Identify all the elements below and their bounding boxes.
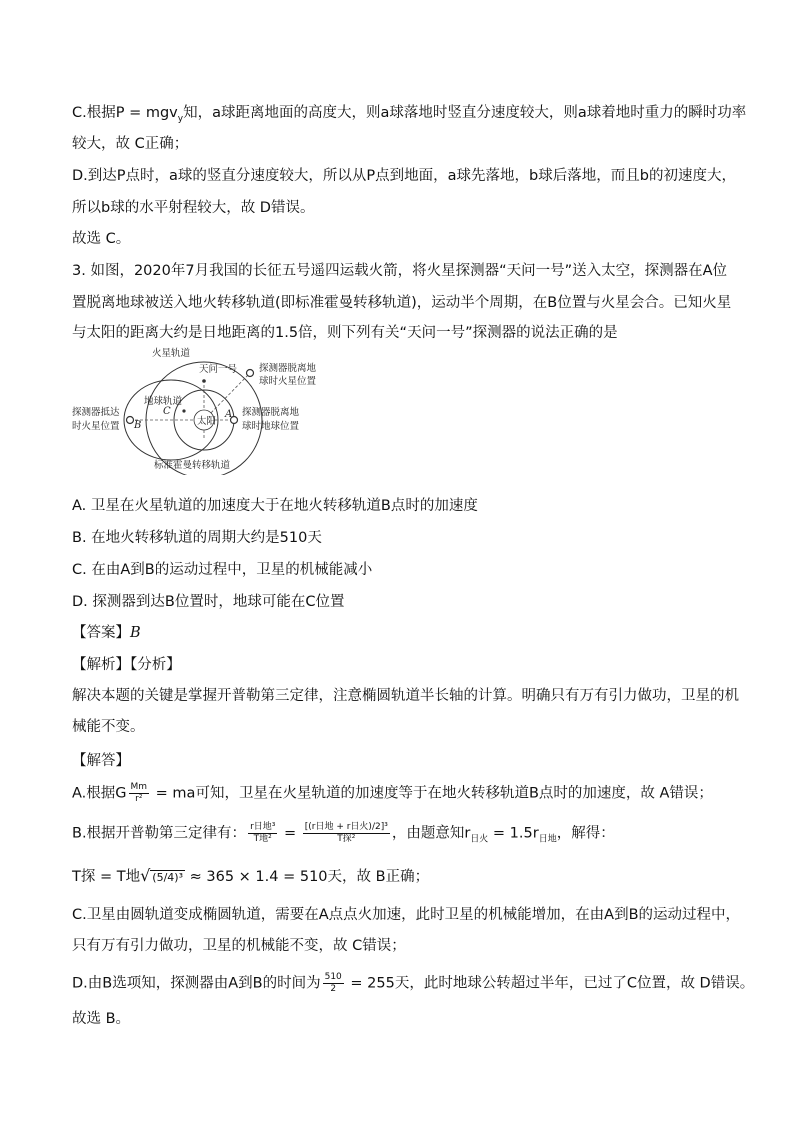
solution-choice: 故选 B。 (72, 1011, 131, 1027)
detach-mars-label-1: 探测器脱离地 (259, 363, 317, 374)
letter-b: B (134, 420, 142, 431)
arrive-label-1: 探测器抵达 (72, 407, 120, 418)
option-d: D. 探测器到达B位置时，地球可能在C位置 (72, 594, 345, 610)
option-a: A. 卫星在火星轨道的加速度大于在地火转移轨道B点时的加速度 (72, 498, 478, 514)
solution-c-line2: 只有万有引力做功，卫星的机械能不变，故 C错误； (72, 938, 406, 954)
point-c (182, 409, 185, 412)
option-b: B. 在地火转移轨道的周期大约是510天 (72, 530, 322, 546)
mars-orbit-label: 火星轨道 (152, 348, 191, 359)
d-fraction: $\frac{510}{2}$ (324, 972, 342, 994)
solution-b: B.根据开普勒第三定律有： $\frac{\text{r日地³}}{\text{T地²}}$ = $\frac{\text{[(r日地 + r日火)/2]³}}{\text{T探²}}$ ，由题意知$r_{日火} = 1.5r_{日地}$，解得： (72, 822, 615, 845)
b-fraction-1: $\frac{\text{r日地³}}{\text{T地²}}$ (250, 822, 276, 844)
point-tianwen (202, 379, 206, 383)
point-b-mars (127, 417, 134, 424)
hohmann-label: 标准霍曼转移轨道 (154, 460, 231, 471)
letter-a: A (225, 409, 233, 420)
prev-solution-c-line2: 较大，故 C正确； (72, 136, 189, 152)
question-line-1: 3. 如图，2020年7月我国的长征五号遥四运载火箭，将火星探测器“天问一号”送入太空，探测器在A位 (72, 263, 728, 279)
analysis-line-2: 械能不变。 (72, 719, 145, 735)
detach-earth-label-2: 球时地球位置 (242, 421, 300, 432)
prev-solution-d-line1: D.到达P点时，a球的竖直分速度较大，所以从P点到地面，a球先落地，b球后落地，而且b的初速度大， (72, 168, 736, 184)
sun-label: 太阳 (197, 416, 217, 427)
point-mars-detach (247, 370, 254, 377)
question-line-2: 置脱离地球被送入地火转移轨道(即标准霍曼转移轨道)，运动半个周期，在B位置与火星会合。已知火星 (72, 295, 732, 311)
detach-earth-label-1: 探测器脱离地 (242, 407, 300, 418)
earth-orbit-label: 地球轨道 (144, 396, 183, 407)
question-line-3: 与太阳的距离大约是日地距离的1.5倍，则下列有关“天问一号”探测器的说法正确的是 (72, 325, 618, 341)
solution-c-line1: C.卫星由圆轨道变成椭圆轨道，需要在A点点火加速，此时卫星的机械能增加，在由A到B的运动过程中， (72, 907, 741, 923)
analysis-label: 【解析】【分析】 (72, 657, 181, 673)
letter-c: C (163, 406, 171, 417)
solution-a: A.根据G $\frac{Mm}{\text{r²}}$ = ma可知，卫星在火星轨道的加速度等于在地火转移轨道B点时的加速度，故 A错误； (72, 782, 713, 804)
detach-mars-label-2: 球时火星位置 (259, 376, 317, 387)
solution-d: D.由B选项知，探测器由A到B的时间为 $\frac{510}{2}$ = 255天，此时地球公转超过半年，已过了C位置，故 D错误。 (72, 972, 755, 994)
answer (72, 623, 141, 643)
orbit-diagram (72, 345, 342, 475)
answer-label: 【答案】 (72, 625, 130, 641)
answer-value: B (130, 625, 141, 641)
option-c: C. 在由A到B的运动过程中，卫星的机械能减小 (72, 562, 373, 578)
prev-solution-d-line2: 所以b球的水平射程较大，故 D错误。 (72, 200, 315, 216)
tianwen-label: 天问一号 (199, 364, 238, 375)
solution-b-calc: T探 = T地√ (5/4)³ ≈ 365 × 1.4 = 510天，故 B正确； (72, 866, 430, 885)
b-fraction-2: $\frac{\text{[(r日地 + r日火)/2]³}}{\text{T探²}}$ (304, 822, 388, 844)
a-fraction: $\frac{Mm}{\text{r²}}$ (130, 782, 148, 804)
arrive-label-2: 时火星位置 (72, 421, 120, 432)
analysis-line-1: 解决本题的关键是掌握开普勒第三定律，注意椭圆轨道半长轴的计算。明确只有万有引力做功，卫星的机 (72, 688, 739, 704)
prev-solution-choice: 故选 C。 (72, 231, 131, 247)
prev-solution-c-line1: C.根据P = mgv$_y$知，a球距离地面的高度大，则a球落地时竖直分速度较大，则a球着地时重力的瞬时功率 (72, 105, 747, 124)
solution-label: 【解答】 (72, 753, 130, 769)
